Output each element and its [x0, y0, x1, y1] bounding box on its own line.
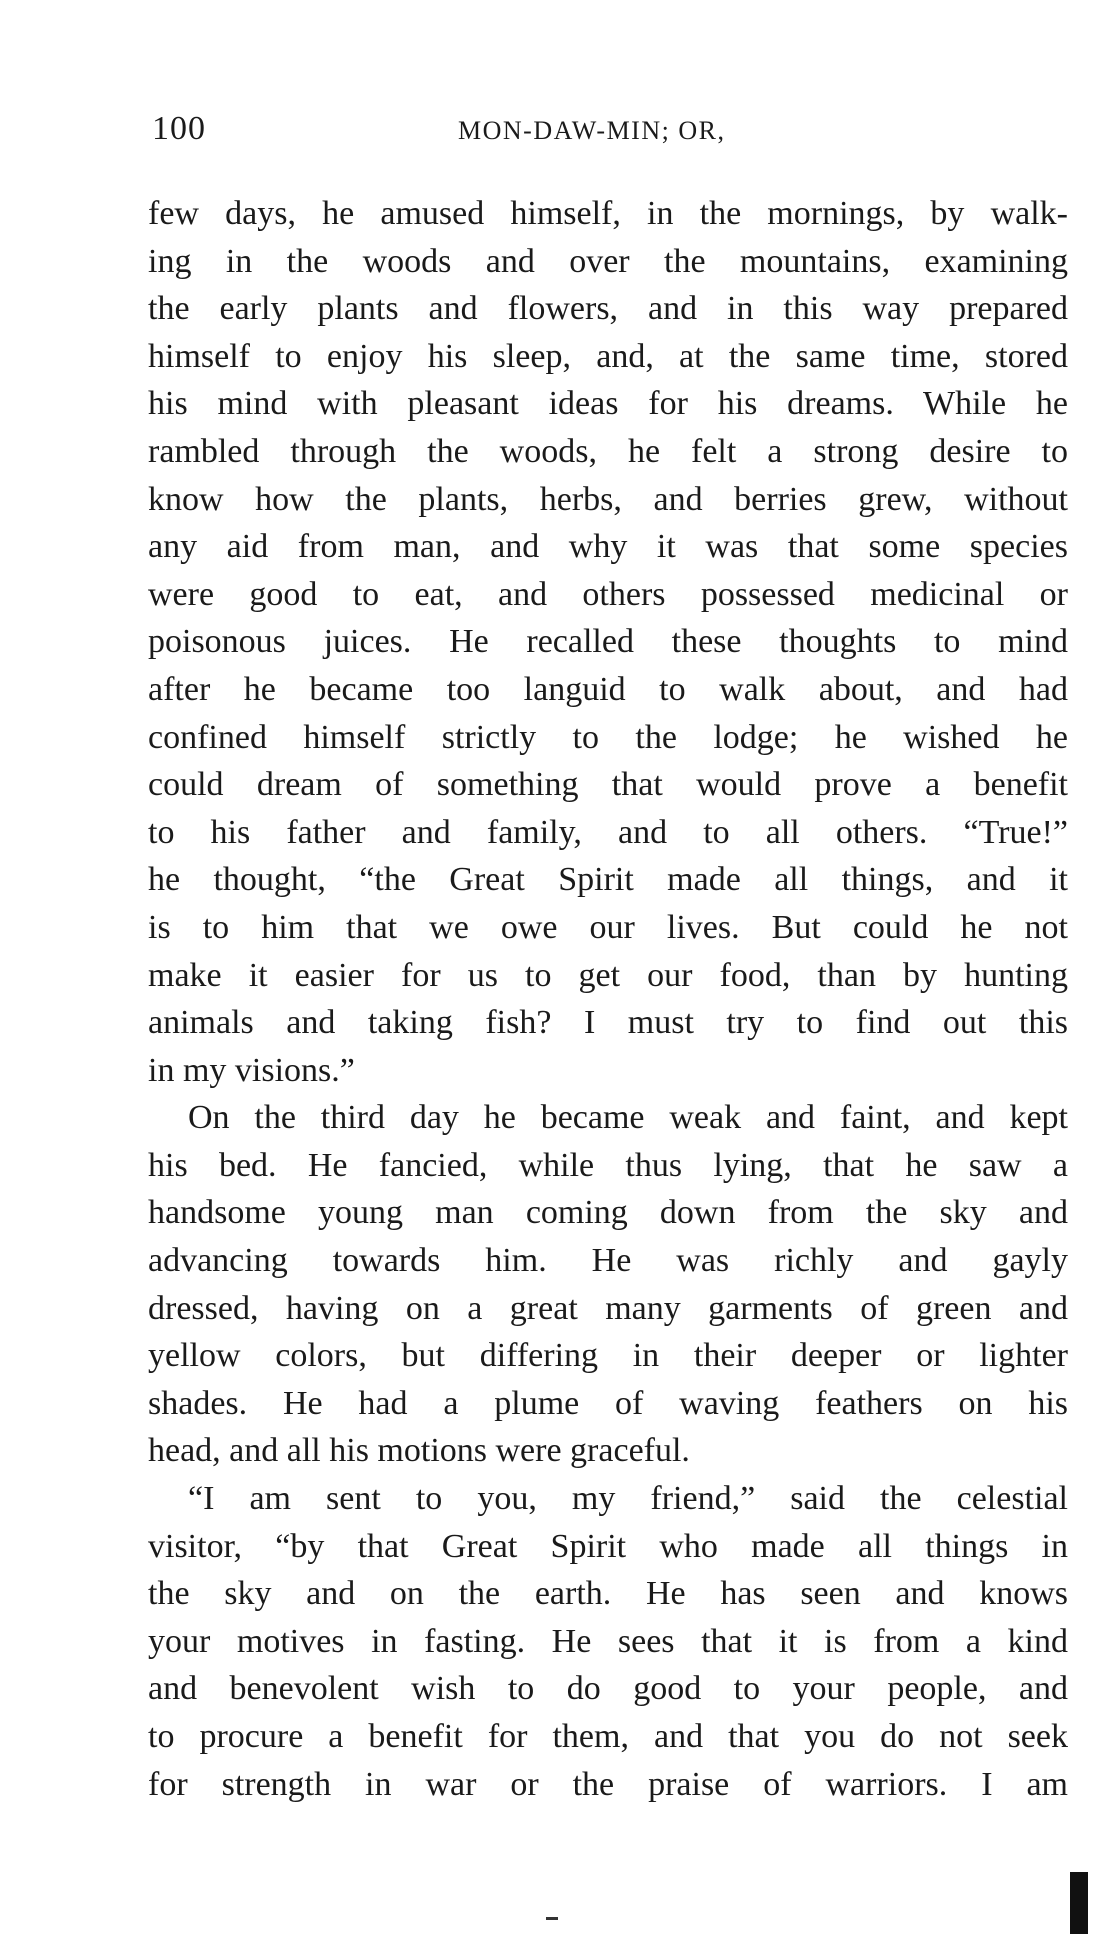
text-line: to his father and family, and to all others. “True!”: [148, 813, 1068, 851]
scan-edge-mark: [1070, 1872, 1088, 1934]
running-title: MON-DAW-MIN; OR,: [458, 116, 726, 145]
text-line: few days, he amused himself, in the mornings, by walk-: [148, 195, 1068, 232]
text-line: know how the plants, herbs, and berries grew, without: [148, 480, 1068, 518]
text-line: confined himself strictly to the lodge; he wished he: [148, 718, 1068, 756]
text-line: himself to enjoy his sleep, and, at the same time, stored: [148, 337, 1068, 375]
text-line: the sky and on the earth. He has seen and knows: [148, 1575, 1068, 1613]
text-line: rambled through the woods, he felt a strong desire to: [148, 432, 1068, 470]
text-line: for strength in war or the praise of warriors. I am: [148, 1765, 1068, 1803]
text-line: he thought, “the Great Spirit made all things, and it: [148, 861, 1068, 899]
text-line: is to him that we owe our lives. But could he not: [148, 908, 1068, 946]
text-line: yellow colors, but differing in their deeper or lighter: [148, 1337, 1068, 1375]
text-line: visitor, “by that Great Spirit who made all things in: [148, 1527, 1068, 1565]
text-line: handsome young man coming down from the sky and: [148, 1194, 1068, 1232]
book-page: [148, 0, 1068, 1934]
text-line: shades. He had a plume of waving feathers on his: [148, 1384, 1068, 1422]
text-line: and benevolent wish to do good to your people, and: [148, 1670, 1068, 1708]
text-line: poisonous juices. He recalled these thoughts to mind: [148, 623, 1068, 661]
paragraph-2: [148, 1094, 1068, 1475]
text-line: the early plants and flowers, and in this way prepared: [148, 290, 1068, 328]
text-line: could dream of something that would prove a benefit: [148, 766, 1068, 804]
text-line: to procure a benefit for them, and that you do not seek: [148, 1718, 1068, 1755]
text-line: make it easier for us to get our food, than by hunting: [148, 956, 1068, 994]
text-line: his bed. He fancied, while thus lying, that he saw a: [148, 1146, 1068, 1184]
text-line: in my visions.”: [148, 1051, 355, 1089]
text-line: animals and taking fish? I must try to find out this: [148, 1004, 1068, 1042]
running-head: [148, 110, 1068, 156]
text-line: after he became too languid to walk about, and had: [148, 670, 1068, 708]
body-text: [148, 190, 1068, 1808]
page-number: 100: [152, 110, 206, 147]
scan-speck: [546, 1917, 558, 1920]
text-line: his mind with pleasant ideas for his dreams. While he: [148, 385, 1068, 423]
text-line: “I am sent to you, my friend,” said the celestial: [188, 1480, 1068, 1518]
paragraph-3: [148, 1475, 1068, 1808]
text-line: On the third day he became weak and faint, and kept: [188, 1099, 1068, 1137]
text-line: dressed, having on a great many garments of green and: [148, 1289, 1068, 1327]
text-line: head, and all his motions were graceful.: [148, 1432, 690, 1470]
text-line: any aid from man, and why it was that some species: [148, 528, 1068, 566]
text-line: advancing towards him. He was richly and gayly: [148, 1242, 1068, 1280]
text-line: ing in the woods and over the mountains, examining: [148, 242, 1068, 280]
text-line: were good to eat, and others possessed medicinal or: [148, 575, 1068, 613]
text-line: your motives in fasting. He sees that it is from a kind: [148, 1622, 1068, 1660]
paragraph-1: [148, 190, 1068, 1094]
